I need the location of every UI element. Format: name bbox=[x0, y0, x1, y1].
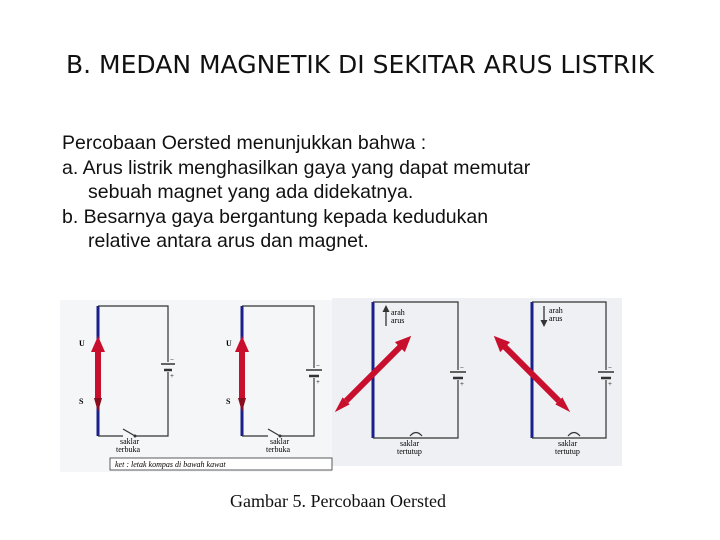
switch-label: saklar bbox=[120, 437, 140, 446]
switch-state-label: tertutup bbox=[397, 447, 422, 456]
current-label-2: arus bbox=[391, 316, 405, 325]
battery-minus: − bbox=[316, 362, 320, 370]
current-label-2: arus bbox=[549, 314, 563, 323]
point-b-line-1: b. Besarnya gaya bergantung kepada kedudukan bbox=[62, 205, 489, 228]
current-label: arah bbox=[391, 308, 405, 317]
current-label: arah bbox=[549, 306, 563, 315]
switch-label: saklar bbox=[270, 437, 290, 446]
figure-right-background bbox=[332, 298, 622, 466]
switch-label: saklar bbox=[400, 439, 420, 448]
battery-minus: − bbox=[608, 364, 612, 372]
battery-plus: + bbox=[608, 380, 612, 388]
oersted-figure bbox=[60, 298, 622, 476]
figure-caption: Gambar 5. Percobaan Oersted bbox=[230, 491, 446, 511]
point-a-line-1: a. Arus listrik menghasilkan gaya yang dapat memutar bbox=[62, 156, 531, 179]
switch-state-label: tertutup bbox=[555, 447, 580, 456]
note-text: ket : letak kompas di bawah kawat bbox=[115, 460, 226, 469]
switch-state-label: terbuka bbox=[116, 445, 140, 454]
battery-minus: − bbox=[170, 356, 174, 364]
point-b-line-2: relative antara arus dan magnet. bbox=[88, 230, 369, 252]
battery-plus: + bbox=[316, 378, 320, 386]
battery-minus: − bbox=[460, 364, 464, 372]
battery-plus: + bbox=[460, 380, 464, 388]
switch-state-label: terbuka bbox=[266, 445, 290, 454]
pole-label-south: S bbox=[79, 397, 84, 406]
point-a-line-2: sebuah magnet yang ada didekatnya. bbox=[88, 181, 414, 203]
pole-label-north: U bbox=[226, 339, 232, 348]
body-text bbox=[62, 131, 682, 254]
battery-plus: + bbox=[170, 372, 174, 380]
pole-label-south: S bbox=[226, 397, 231, 406]
intro-line: Percobaan Oersted menunjukkan bahwa : bbox=[62, 132, 427, 154]
slide-title: B. MEDAN MAGNETIK DI SEKITAR ARUS LISTRIK bbox=[66, 50, 654, 79]
switch-label: saklar bbox=[558, 439, 578, 448]
pole-label-north: U bbox=[79, 339, 85, 348]
